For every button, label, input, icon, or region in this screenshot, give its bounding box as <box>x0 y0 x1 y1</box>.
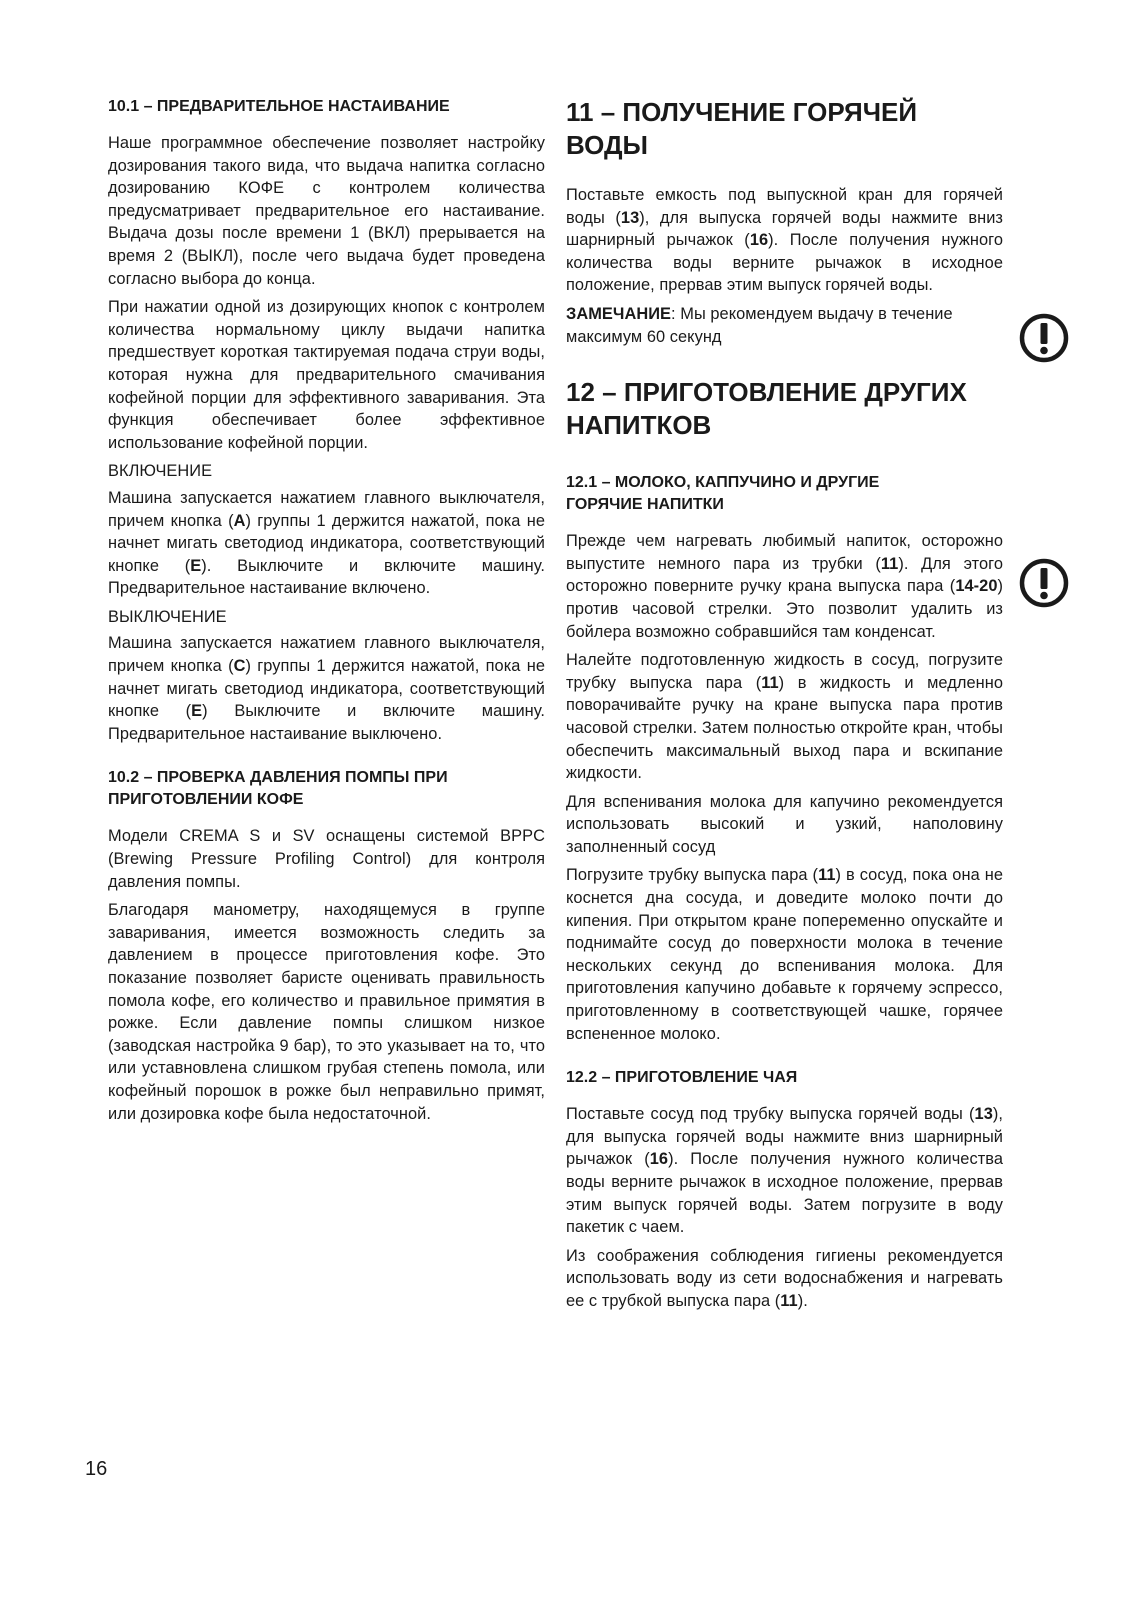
section-11-paragraph: Поставьте емкость под выпускной кран для горячей воды (13), для выпуска горячей воды нажмите вниз шарнирный рычажок (16). После получения нужного количества воды верните рычажок в исходное положение, прервав этим выпуск горячей воды. <box>566 186 1004 295</box>
right-column <box>566 96 1003 1319</box>
section-10-1-title: 10.1 – ПРЕДВАРИТЕЛЬНОЕ НАСТАИВАНИЕ <box>108 98 450 115</box>
section-10-2-title: 10.2 – ПРОВЕРКА ДАВЛЕНИЯ ПОМПЫ ПРИ ПРИГОТОВЛЕНИИ КОФЕ <box>108 769 448 809</box>
section-12-2-paragraph-1: Поставьте сосуд под трубку выпуска горячей воды (13), для выпуска горячей воды нажмите вниз шарнирный рычажок (16). После получения нужного количества воды верните рычажок в исходное положение, прервав этим выпуск горячей воды. Затем погрузите в воду пакетик с чаем. <box>566 1105 1004 1237</box>
section-12-2-paragraph-2: Из соображения соблюдения гигиены рекомендуется использовать воду из сети водоснабжения и нагревать ее с трубкой выпуска пара (11). <box>566 1246 1003 1310</box>
section-10-1-paragraph-1: Наше программное обеспечение позволяет настройку дозирования такого вида, что выдача напитка согласно дозированию КОФЕ с контролем количества предусматривает предварительное его настаивание. Выдача дозы после времени 1 (ВКЛ) прерывается на время 2 (ВЫКЛ), после чего выдача будет проведена согласно выбора до конца. <box>108 134 545 288</box>
enable-paragraph: Машина запускается нажатием главного выключателя, причем кнопка (A) группы 1 держится нажатой, пока не начнет мигать светодиод индикатора, соответствующий кнопке (E). Выключите и включите машину. Предварительное настаивание включено. <box>108 488 545 598</box>
section-11-note: ЗАМЕЧАНИЕ: Мы рекомендуем выдачу в течение максимум 60 секунд <box>566 304 953 346</box>
section-11-title: 11 – ПОЛУЧЕНИЕ ГОРЯЧЕЙ ВОДЫ <box>566 97 918 160</box>
section-12-1-paragraph-3: Для вспенивания молока для капучино рекомендуется использовать высокий и узкий, наполовину заполненный сосуд <box>566 792 1003 856</box>
disable-paragraph: Машина запускается нажатием главного выключателя, причем кнопка (C) группы 1 держится нажатой, пока не начнет мигать светодиод индикатора, соответствующий кнопке (E) Выключите и включите машину. Предварительное настаивание выключено. <box>108 634 545 743</box>
section-12-title: 12 – ПРИГОТОВЛЕНИЕ ДРУГИХ НАПИТКОВ <box>566 377 967 441</box>
left-column <box>108 96 545 1131</box>
disable-label: ВЫКЛЮЧЕНИЕ <box>108 607 227 626</box>
section-10-1-paragraph-2: При нажатии одной из дозирующих кнопок с контролем количества нормальному циклу выдачи напитка предшествует короткая тактируемая подача струи воды, которая нужна для предварительного смачивания кофейной порции для эффективного заваривания. Эта функция обеспечивает более эффективное использование кофейной порции. <box>108 298 545 452</box>
section-10-2-paragraph-2: Благодаря манометру, находящемуся в группе заваривания, имеется возможность следить за давлением в процессе приготовления кофе. Это показание позволяет баристе оценивать правильность помола кофе, его количество и правильное примятия в рожке. Если давление помпы слишком низкое (заводская настройка 9 бар), то это указывает на то, что или уставновлена слишком грубая степень помола, или кофейный порошок в рожке был неправильно примят, или дозировка кофе была недостаточной. <box>108 901 545 1123</box>
section-10-2-paragraph-1: Модели CREMA S и SV оснащены системой BPPC (Brewing Pressure Profiling Control) для контроля давления помпы. <box>108 827 545 891</box>
section-12-1-title: 12.1 – МОЛОКО, КАППУЧИНО И ДРУГИЕ ГОРЯЧИЕ НАПИТКИ <box>566 474 880 514</box>
section-12-2-title: 12.2 – ПРИГОТОВЛЕНИЕ ЧАЯ <box>566 1069 798 1087</box>
page-number: 16 <box>85 1458 108 1480</box>
exclamation-circle-icon <box>1019 558 1069 608</box>
enable-label: ВКЛЮЧЕНИЕ <box>108 462 213 481</box>
exclamation-circle-icon <box>1019 313 1069 363</box>
section-12-1-paragraph-2: Налейте подготовленную жидкость в сосуд, погрузите трубку выпуска пара (11) в жидкость и медленно поворачивайте ручку на кране выпуска пара против часовой стрелки. Затем полностью откройте кран, чтобы обеспечить максимальный выход пара и вскипание жидкости. <box>566 651 1003 783</box>
section-12-1-paragraph-1: Прежде чем нагревать любимый напиток, осторожно выпустите немного пара из трубки (11). Для этого осторожно поверните ручку крана выпуска пара (14-20) против часовой стрелки. Это позволит удалить из бойлера возможно собравшийся там конденсат. <box>566 532 1003 641</box>
section-12-1-paragraph-4: Погрузите трубку выпуска пара (11) в сосуд, пока она не коснется дна сосуда, и доведите молоко почти до кипения. При открытом кране попеременно опускайте и поднимайте сосуд до поверхности молока в течение нескольких секунд до вспенивания молока. Для приготовления капучино добавьте к горячему эспрессо, приготовленному в соответствующей чашке, горячее вспененное молоко. <box>566 866 1003 1043</box>
